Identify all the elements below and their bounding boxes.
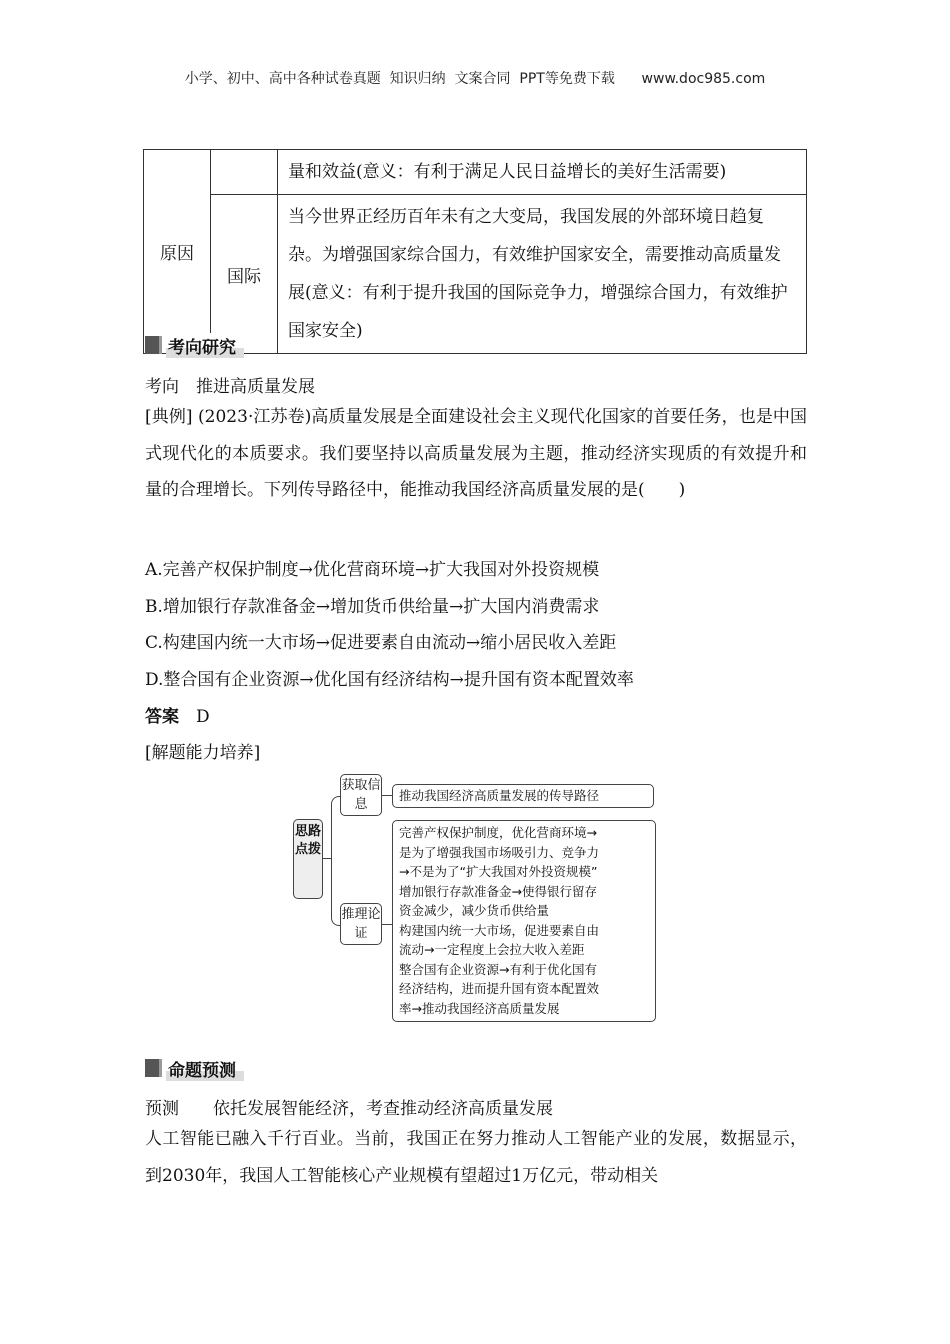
ability-heading: [解题能力培养]: [145, 743, 261, 763]
option-a: A.完善产权保护制度→优化营商环境→扩大我国对外投资规模: [145, 560, 600, 580]
option-c: C.构建国内统一大市场→促进要素自由流动→缩小居民收入差距: [145, 633, 617, 653]
thinking-diagram: [290, 768, 660, 1028]
content-cell: 量和效益(意义：有利于满足人民日益增长的美好生活需要): [278, 150, 807, 195]
reasoning-line: →不是为了“扩大我国对外投资规模”: [399, 864, 598, 879]
kaoxiang-line: 考向 推进高质量发展: [145, 377, 315, 397]
sub-label-cell: [211, 150, 278, 195]
reasoning-line: 整合国有企业资源→有利于优化国有: [399, 961, 597, 977]
option-d: D.整合国有企业资源→优化国有经济结构→提升国有资本配置效率: [145, 670, 634, 690]
reasoning-line: 资金减少，减少货币供给量: [399, 903, 550, 918]
example-text: (2023·江苏卷)高质量发展是全面建设社会主义现代化国家的首要任务，也是中国式现代化的本质要求。我们要坚持以高质量发展为主题，推动经济实现质的有效提升和量的合理增长。下列传导路径中，能推动我国经济高质量发展的是( ): [145, 407, 807, 500]
row-label-cell: 原因: [144, 150, 211, 354]
section-marker-icon: [145, 336, 162, 354]
connector-line: [323, 858, 331, 859]
reasoning-box: 推理论证: [340, 903, 382, 945]
section-heading-prediction: 命题预测: [145, 1057, 244, 1079]
reasoning-line: 构建国内统一大市场，促进要素自由: [399, 922, 600, 938]
section-heading-research: 考向研究: [145, 334, 244, 356]
answer-label: 答案: [145, 707, 179, 727]
reasoning-line: 增加银行存款准备金→使得银行留存: [399, 883, 597, 899]
final-paragraph: 人工智能已融入千行百业。当前，我国正在努力推动人工智能产业的发展，数据显示，到2030年，我国人工智能核心产业规模有望超过1万亿元，带动相关: [145, 1129, 807, 1186]
reasoning-line: 完善产权保护制度，优化营商环境→: [399, 825, 597, 840]
content-cell: 当今世界正经历百年未有之大变局，我国发展的外部环境日趋复杂。为增强国家综合国力，有效维护国家安全，需要推动高质量发展(意义：有利于提升我国的国际竞争力，增强综合国力，有效维护国家安全): [278, 195, 807, 354]
connector-line: [382, 795, 392, 796]
section-marker-icon: [145, 1059, 162, 1077]
sub-label-cell: 国际: [211, 195, 278, 354]
reason-table: [143, 149, 807, 354]
reasoning-content-box: [392, 820, 656, 1022]
page-header: 小学、初中、高中各种试卷真题 知识归纳 文案合同 PPT等免费下载 www.doc985.com: [184, 71, 766, 87]
answer-value: D: [196, 707, 210, 727]
connector-line: [382, 924, 392, 925]
diagram-root-box: 思路点拨: [293, 819, 323, 899]
example-label: [典例]: [145, 407, 193, 427]
option-b: B.增加银行存款准备金→增加货币供给量→扩大国内消费需求: [145, 597, 600, 617]
reasoning-line: 经济结构，进而提升国有资本配置效: [399, 981, 600, 996]
info-box: 获取信息: [340, 774, 382, 816]
prediction-line: 预测 依托发展智能经济，考查推动经济高质量发展: [145, 1099, 553, 1119]
example-paragraph: [145, 399, 807, 509]
reasoning-line: 流动→一定程度上会拉大收入差距: [399, 942, 585, 957]
info-content-box: 推动我国经济高质量发展的传导路径: [392, 784, 654, 808]
reasoning-line: 率→推动我国经济高质量发展: [399, 1000, 560, 1016]
answer-line: [145, 702, 210, 727]
reasoning-line: 是为了增强我国市场吸引力、竞争力: [399, 844, 600, 860]
